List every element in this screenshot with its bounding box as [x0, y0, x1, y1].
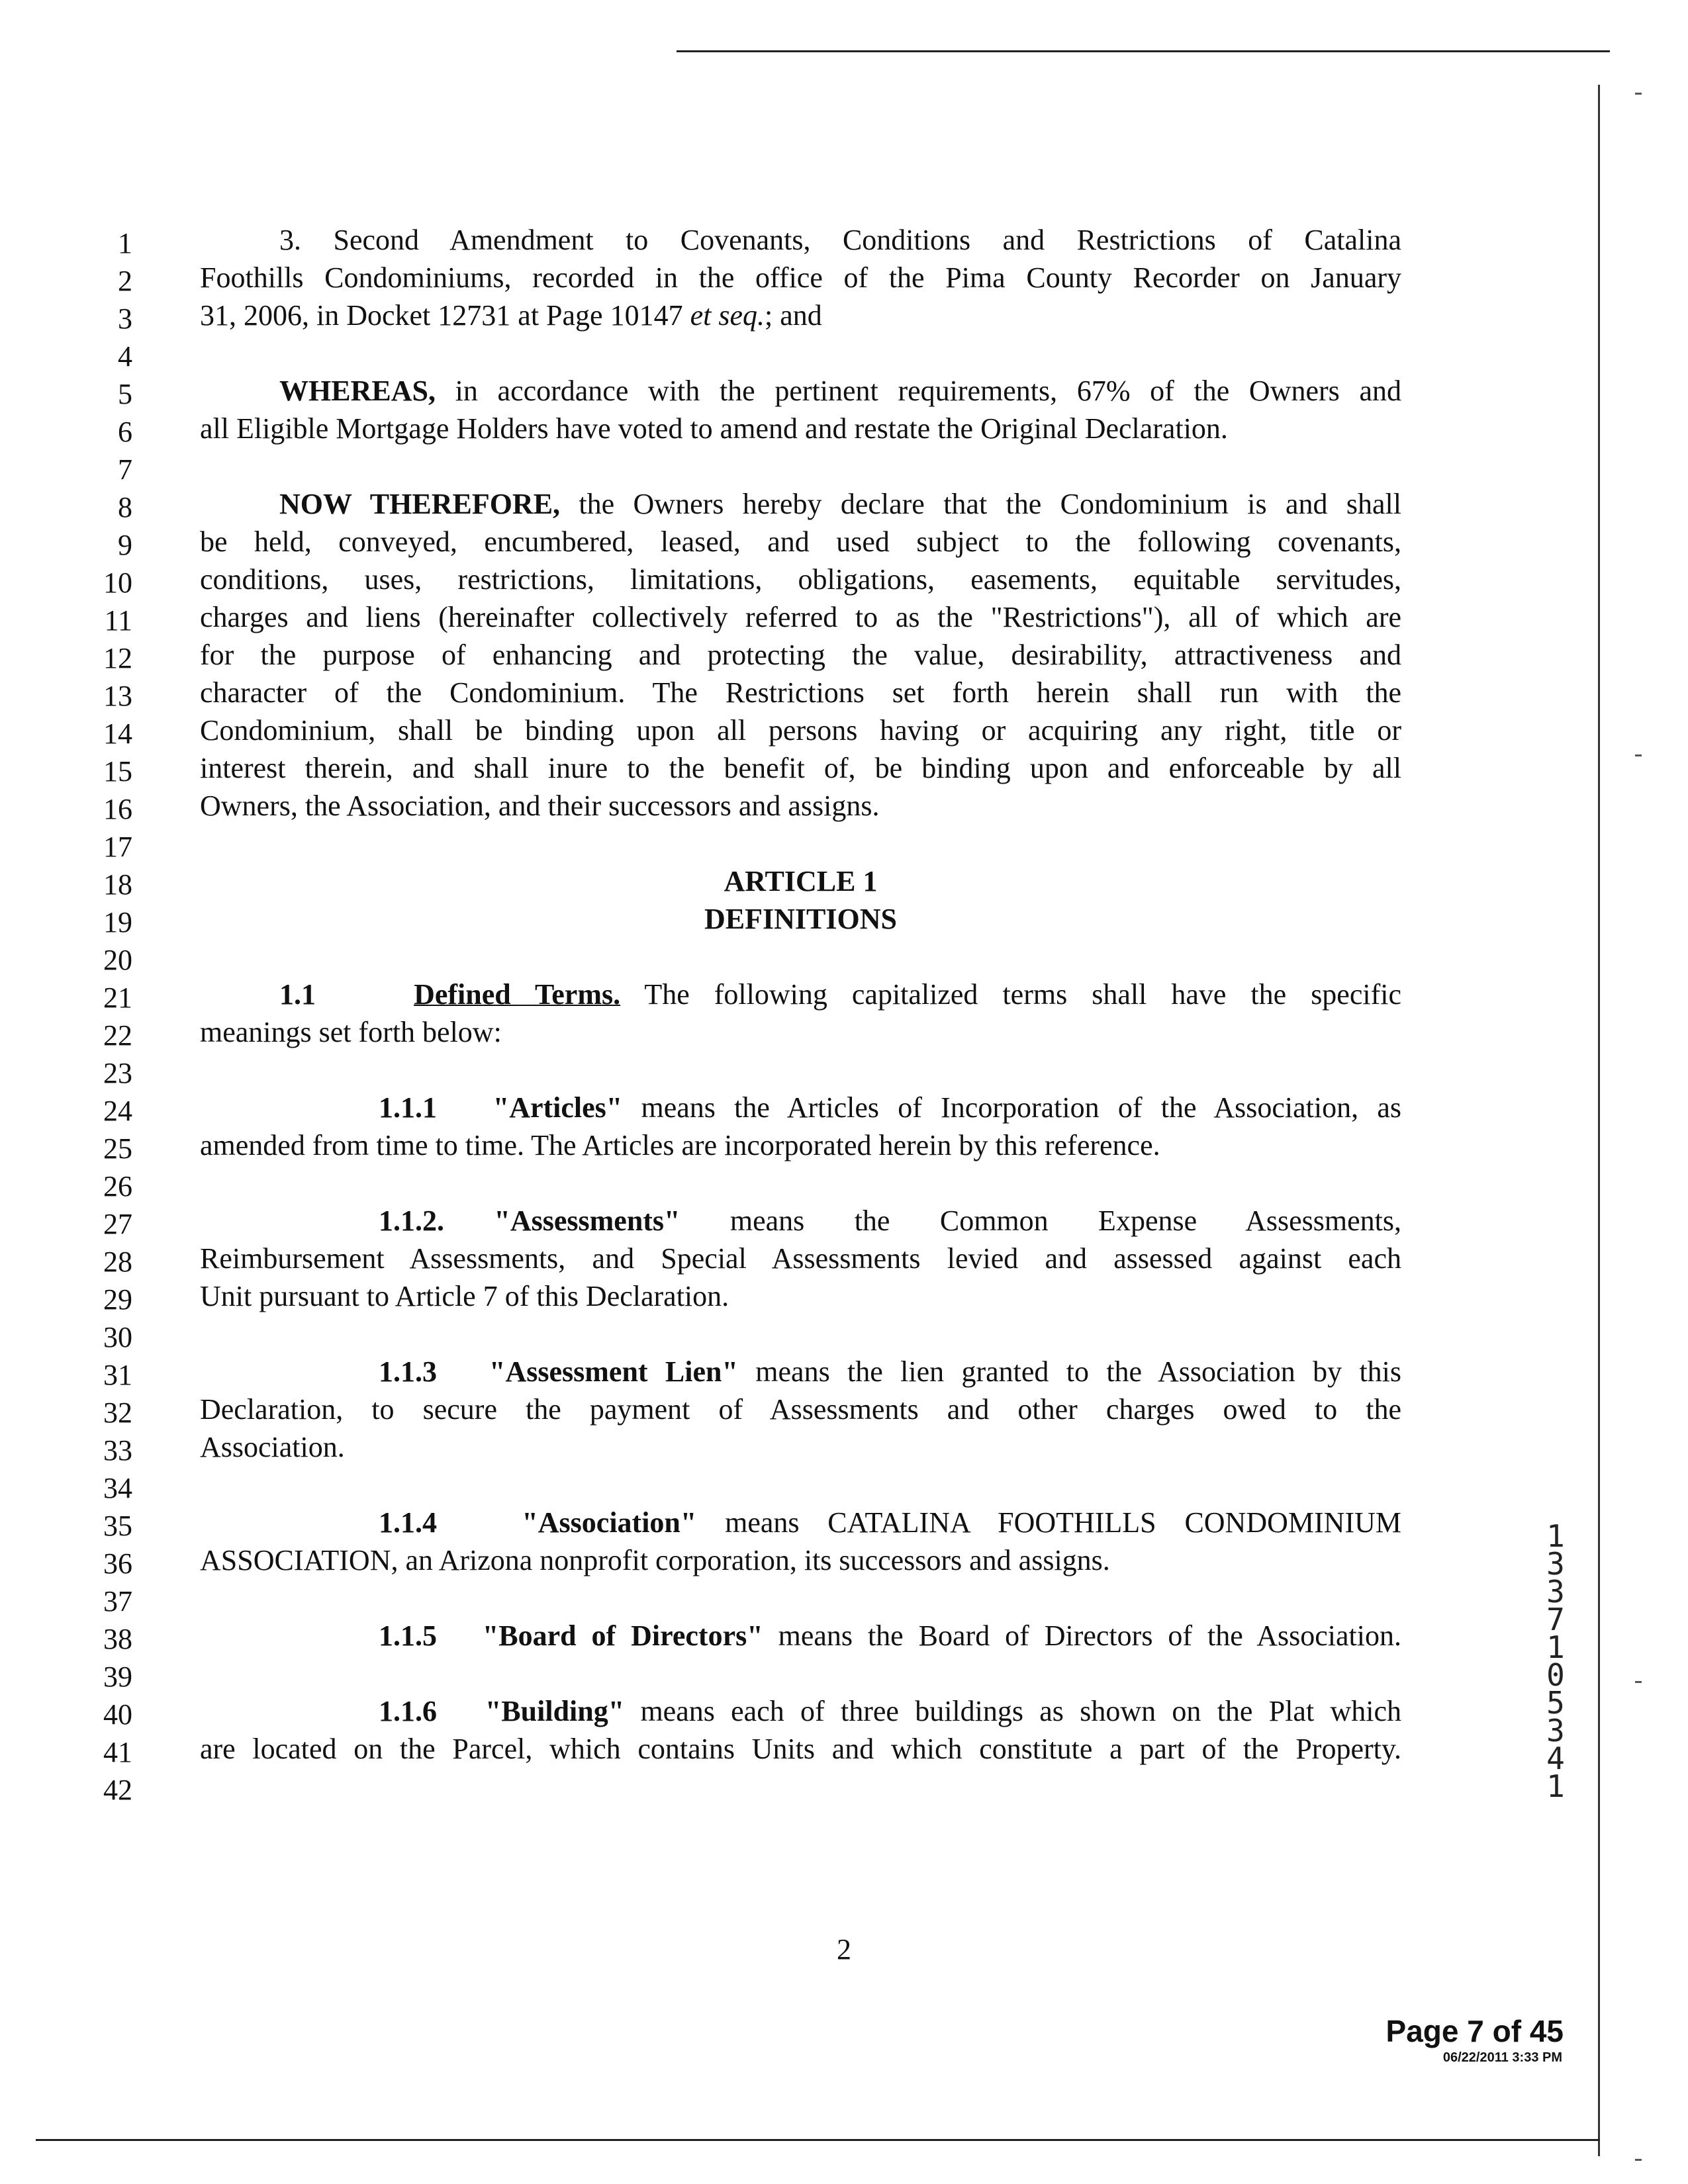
def-number: 1.1.6: [379, 1695, 437, 1727]
def-board-line-1: [200, 1617, 1401, 1655]
para-3-line-2: Foothills Condominiums, recorded in the office of the Pima County Recorder on January: [200, 261, 1401, 294]
margin-tick: [1635, 1681, 1642, 1683]
def-term: "Assessments": [494, 1205, 680, 1237]
def-articles-line-1: [200, 1089, 1401, 1126]
page-number: 2: [837, 1933, 851, 1966]
def-number: 1.1.4: [379, 1506, 437, 1539]
now-line: interest therein, and shall inure to the benefit of, be binding upon and enforceable by all: [200, 752, 1401, 784]
line-number: 8: [118, 491, 132, 523]
line-number: 41: [103, 1736, 132, 1768]
def-number: 1.1.1: [379, 1091, 437, 1124]
def-term: "Association": [522, 1506, 697, 1539]
stamp-char: 1: [1546, 1518, 1565, 1554]
line-number: 38: [103, 1623, 132, 1655]
whereas-line-1: [200, 373, 1401, 410]
stamp-char: 1: [1546, 1768, 1565, 1804]
line-number: 25: [103, 1132, 132, 1165]
def-building-line-2: are located on the Parcel, which contains Units and which constitute a part of the Property.: [200, 1733, 1401, 1765]
line-number: 11: [104, 604, 132, 637]
line-number: 28: [103, 1246, 132, 1278]
line-number: 5: [118, 378, 132, 410]
def-association-line-1: [200, 1504, 1401, 1541]
text: means the lien granted to the Association by this: [737, 1355, 1402, 1388]
text: means the Common Expense Assessments,: [680, 1205, 1401, 1237]
line-number: 32: [103, 1396, 132, 1429]
now-line: Owners, the Association, and their successors and assigns.: [200, 790, 880, 822]
right-margin-rule: [1598, 85, 1600, 2156]
line-number: 21: [103, 981, 132, 1014]
line-number: 20: [103, 944, 132, 976]
margin-tick: [1635, 754, 1642, 756]
whereas-lead: WHEREAS,: [279, 375, 436, 407]
now-line: Condominium, shall be binding upon all persons having or acquiring any right, title or: [200, 714, 1401, 747]
text: means each of three buildings as shown on the Plat which: [624, 1695, 1402, 1727]
def-association-line-2: ASSOCIATION, an Arizona nonprofit corporation, its successors and assigns.: [200, 1544, 1110, 1576]
line-number: 10: [103, 567, 132, 599]
line-number: 1: [118, 227, 132, 259]
line-number: 29: [103, 1283, 132, 1316]
line-number: 13: [103, 680, 132, 712]
text: 31, 2006, in Docket 12731 at Page 10147: [200, 299, 690, 332]
stamp-char: 4: [1546, 1741, 1565, 1776]
para-3-line-3: [200, 297, 1401, 334]
line-number: 19: [103, 906, 132, 938]
line-number: 22: [103, 1019, 132, 1052]
def-term: "Articles": [492, 1091, 623, 1124]
line-number: 37: [103, 1585, 132, 1617]
line-number: 24: [103, 1095, 132, 1127]
now-therefore-lead: NOW THEREFORE,: [279, 488, 561, 520]
section-number: 1.1: [279, 978, 316, 1011]
line-number: 26: [103, 1170, 132, 1203]
stamp-char: 1: [1546, 1629, 1565, 1665]
text: means the Board of Directors of the Association.: [763, 1619, 1401, 1652]
line-number: 23: [103, 1057, 132, 1089]
section-1-1-line-2: meanings set forth below:: [200, 1016, 502, 1048]
line-number: 7: [118, 453, 132, 486]
now-line: for the purpose of enhancing and protecting the value, desirability, attractiveness and: [200, 639, 1401, 671]
def-term: "Board of Directors": [482, 1619, 763, 1652]
line-number: 33: [103, 1434, 132, 1467]
page-of-label: Page 7 of 45: [1385, 2014, 1564, 2048]
timestamp: 06/22/2011 3:33 PM: [1442, 2050, 1562, 2065]
line-number: 17: [103, 831, 132, 863]
line-number: 18: [103, 868, 132, 901]
stamp-char: 0: [1546, 1657, 1565, 1693]
line-number: 16: [103, 793, 132, 825]
stamp-char: 3: [1546, 1713, 1565, 1749]
def-number: 1.1.2.: [379, 1205, 444, 1237]
line-number: 27: [103, 1208, 132, 1240]
line-number: 15: [103, 755, 132, 788]
line-number: 30: [103, 1321, 132, 1353]
stamp-char: 3: [1546, 1574, 1565, 1610]
text: in accordance with the pertinent requirements, 67% of the Owners and: [435, 375, 1401, 407]
def-building-line-1: [200, 1693, 1401, 1730]
text: means the Articles of Incorporation of the Association, as: [622, 1091, 1401, 1124]
text: ; and: [764, 299, 822, 332]
def-assessments-line-2: Reimbursement Assessments, and Special Assessments levied and assessed against each: [200, 1242, 1401, 1275]
def-articles-line-2: amended from time to time. The Articles are incorporated herein by this reference.: [200, 1129, 1160, 1161]
stamp-char: 5: [1546, 1685, 1565, 1721]
line-number: 4: [118, 340, 132, 373]
line-number: 31: [103, 1359, 132, 1391]
line-number: 6: [118, 416, 132, 448]
line-number: 36: [103, 1547, 132, 1580]
article-subtitle: DEFINITIONS: [704, 903, 897, 935]
stamp-char: 3: [1546, 1546, 1565, 1582]
line-number: 39: [103, 1661, 132, 1693]
line-number: 14: [103, 717, 132, 750]
now-line: character of the Condominium. The Restrictions set forth herein shall run with the: [200, 676, 1401, 709]
whereas-line-2: all Eligible Mortgage Holders have voted to amend and restate the Original Declaration.: [200, 412, 1228, 445]
text: The following capitalized terms shall have the specific: [620, 978, 1402, 1011]
line-number: 9: [118, 529, 132, 561]
line-number: 2: [118, 265, 132, 297]
def-assessment-lien-line-3: Association.: [200, 1431, 345, 1463]
section-1-1-line-1: [200, 976, 1401, 1013]
def-number: 1.1.3: [379, 1355, 437, 1388]
para-3-line-1: 3. Second Amendment to Covenants, Conditions and Restrictions of Catalina: [279, 224, 1401, 256]
text: the Owners hereby declare that the Condominium is and shall: [560, 488, 1401, 520]
article-title: ARTICLE 1: [724, 865, 878, 897]
now-line-1: [200, 486, 1401, 523]
line-number: 40: [103, 1698, 132, 1731]
def-assessments-line-1: [200, 1203, 1401, 1240]
def-assessment-lien-line-1: [200, 1353, 1401, 1390]
recording-stamp: [1542, 1518, 1569, 1804]
def-term: "Assessment Lien": [489, 1355, 738, 1388]
def-number: 1.1.5: [379, 1619, 437, 1652]
line-number: 3: [118, 302, 132, 335]
section-heading: Defined Terms.: [414, 978, 621, 1011]
text: means CATALINA FOOTHILLS CONDOMINIUM: [696, 1506, 1401, 1539]
now-line: charges and liens (hereinafter collectively referred to as the "Restrictions"), all of which are: [200, 601, 1401, 633]
line-number: 34: [103, 1472, 132, 1504]
line-number: 35: [103, 1510, 132, 1542]
now-line: conditions, uses, restrictions, limitations, obligations, easements, equitable servitudes,: [200, 563, 1401, 596]
top-rule: [677, 50, 1610, 52]
now-line: be held, conveyed, encumbered, leased, and used subject to the following covenants,: [200, 525, 1401, 558]
def-assessment-lien-line-2: Declaration, to secure the payment of Assessments and other charges owed to the: [200, 1393, 1401, 1426]
margin-tick: [1635, 2159, 1642, 2161]
et-seq: et seq.: [690, 299, 765, 332]
line-number: 12: [103, 642, 132, 674]
stamp-char: 7: [1546, 1602, 1565, 1637]
margin-tick: [1635, 93, 1642, 95]
def-term: "Building": [485, 1695, 625, 1727]
def-assessments-line-3: Unit pursuant to Article 7 of this Declaration.: [200, 1280, 729, 1312]
line-number: 42: [103, 1774, 132, 1806]
bottom-rule: [36, 2139, 1600, 2141]
